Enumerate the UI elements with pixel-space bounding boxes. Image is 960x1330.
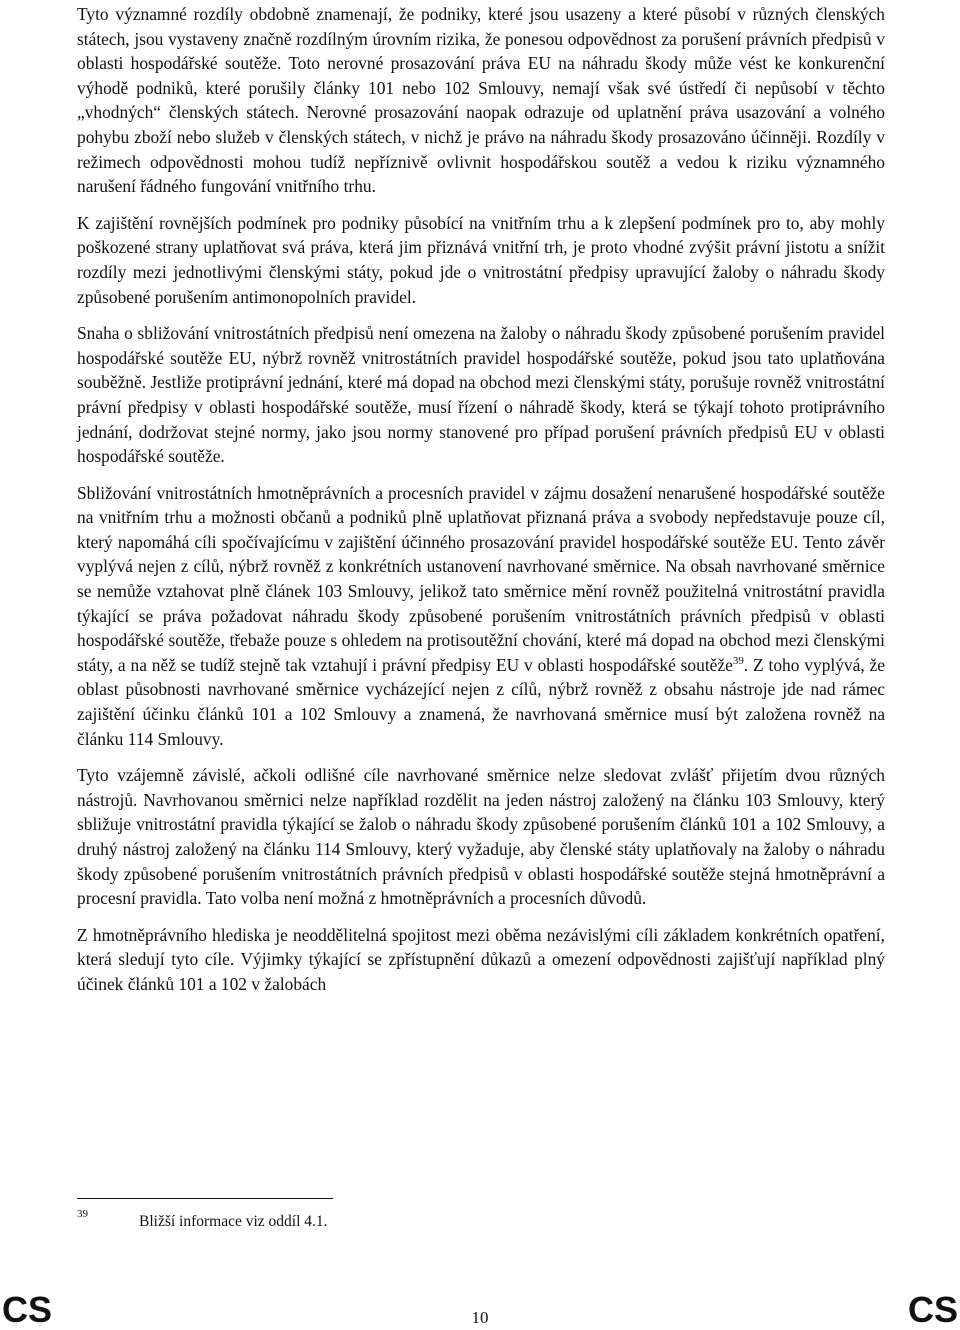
paragraph-3: Snaha o sbližování vnitrostátních předpisů není omezena na žaloby o náhradu škody způsobené porušením pravidel hospodářské soutěže EU, nýbrž rovněž vnitrostátních pravidel hospodářské soutěže, pokud jsou tato uplatňována souběžně. Jestliže protiprávní jednání, které má dopad na obchod mezi členskými státy, porušuje rovněž vnitrostátní právní předpisy v oblasti hospodářské soutěže, musí řízení o náhradě škody, která se týkají tohoto protiprávního jednání, dodržovat stejné normy, jako jsou normy stanovené pro případ porušení právních předpisů EU v oblasti hospodářské soutěže. (77, 323, 885, 467)
language-code-left: CS (2, 1289, 53, 1330)
footnote-separator (77, 1198, 333, 1199)
paragraph-4-text-after-ref: . Z toho vyplývá, že oblast působnosti navrhované směrnice vycházející nejen z cílů, nýbrž rovněž z obsahu nástroje jde nad rámec zajištění účinku článků 101 a 102 Smlouvy a znamená, že navrhovaná směrnice musí být založena rovněž na článku 114 Smlouvy. (77, 654, 885, 749)
paragraph-1: Tyto významné rozdíly obdobně znamenají, že podniky, které jsou usazeny a které působí v různých členských státech, jsou vystaveny značně rozdílným úrovním rizika, že ponesou odpovědnost za porušení právních předpisů v oblasti hospodářské soutěže. Toto nerovné prosazování práva EU na náhradu škody může vést ke konkurenční výhodě podniků, které porušily články 101 nebo 102 Smlouvy, nemají však své ústředí či nepůsobí v těchto „vhodných“ členských státech. Nerovné prosazování naopak odrazuje od uplatnění práva usazování a volného pohybu zboží nebo služeb v členských státech, v nichž je právo na náhradu škody prosazováno účinněji. Rozdíly v režimech odpovědnosti mohou tudíž nepříznivě ovlivnit hospodářskou soutěž a vedou k riziku významného narušení řádného fungování vnitřního trhu. (77, 4, 885, 197)
language-code-right: CS (907, 1289, 958, 1330)
paragraph-4-text-before-ref: Sbližování vnitrostátních hmotněprávních a procesních pravidel v zájmu dosažení nenarušené hospodářské soutěže na vnitřním trhu a možnosti občanů a podniků plně uplatňovat přiznaná práva a svobody nepředstavuje pouze cíl, který napomáhá cíli spočívajícímu v zajištění účinného prosazování pravidel hospodářské soutěže EU. Tento závěr vyplývá nejen z cílů, nýbrž rovněž z konkrétních ustanovení navrhované směrnice. Na obsah navrhované směrnice se nemůže vztahovat plně článek 103 Smlouvy, jelikož tato směrnice mění rovněž použitelná vnitrostátní pravidla týkající se práva požadovat náhradu škody způsobené porušením vnitrostátních právních předpisů v oblasti hospodářské soutěže, třebaže pouze s ohledem na protisoutěžní chování, které má dopad na obchod mezi členskými státy, a na něž se tudíž stejně tak vztahují i právní předpisy EU v oblasti hospodářské soutěže (77, 482, 885, 675)
paragraph-4 (77, 481, 885, 752)
paragraph-5: Tyto vzájemně závislé, ačkoli odlišné cíle navrhované směrnice nelze sledovat zvlášť přijetím dvou různých nástrojů. Navrhovanou směrnici nelze například rozdělit na jeden nástroj založený na článku 103 Smlouvy, který sbližuje vnitrostátní pravidla týkající se žalob o náhradu škody způsobené porušením článků 101 a 102 Smlouvy, a druhý nástroj založený na článku 114 Smlouvy, který vyžaduje, aby členské státy uplatňovaly na žaloby o náhradu škody způsobené porušením vnitrostátních právních předpisů v oblasti hospodářské soutěže stejná hmotněprávní a procesní pravidla. Tato volba není možná z hmotněprávních a procesních důvodů. (77, 765, 885, 909)
footnote-reference-39[interactable]: 39 (732, 655, 744, 668)
paragraph-6: Z hmotněprávního hlediska je neoddělitelná spojitost mezi oběma nezávislými cíli základem konkrétních opatření, která sledují tyto cíle. Výjimky týkající se zpřístupnění důkazů a omezení odpovědnosti zajišťují například plný účinek článků 101 a 102 v žalobách (77, 924, 885, 994)
footnote-text: Bližší informace viz oddíl 4.1. (139, 1213, 328, 1230)
footnote-number: 39 (77, 1208, 88, 1220)
page-number: 10 (471, 1308, 489, 1327)
document-body (77, 0, 885, 1009)
paragraph-2: K zajištění rovnějších podmínek pro podniky působící na vnitřním trhu a k zlepšení podmínek pro to, aby mohly poškozené strany uplatňovat svá práva, která jim přiznává vnitřní trh, je proto vhodné zvýšit právní jistotu a snížit rozdíly mezi jednotlivými členskými státy, pokud jde o vnitrostátní předpisy upravující žaloby o náhradu škody způsobené porušením antimonopolních pravidel. (77, 212, 885, 307)
